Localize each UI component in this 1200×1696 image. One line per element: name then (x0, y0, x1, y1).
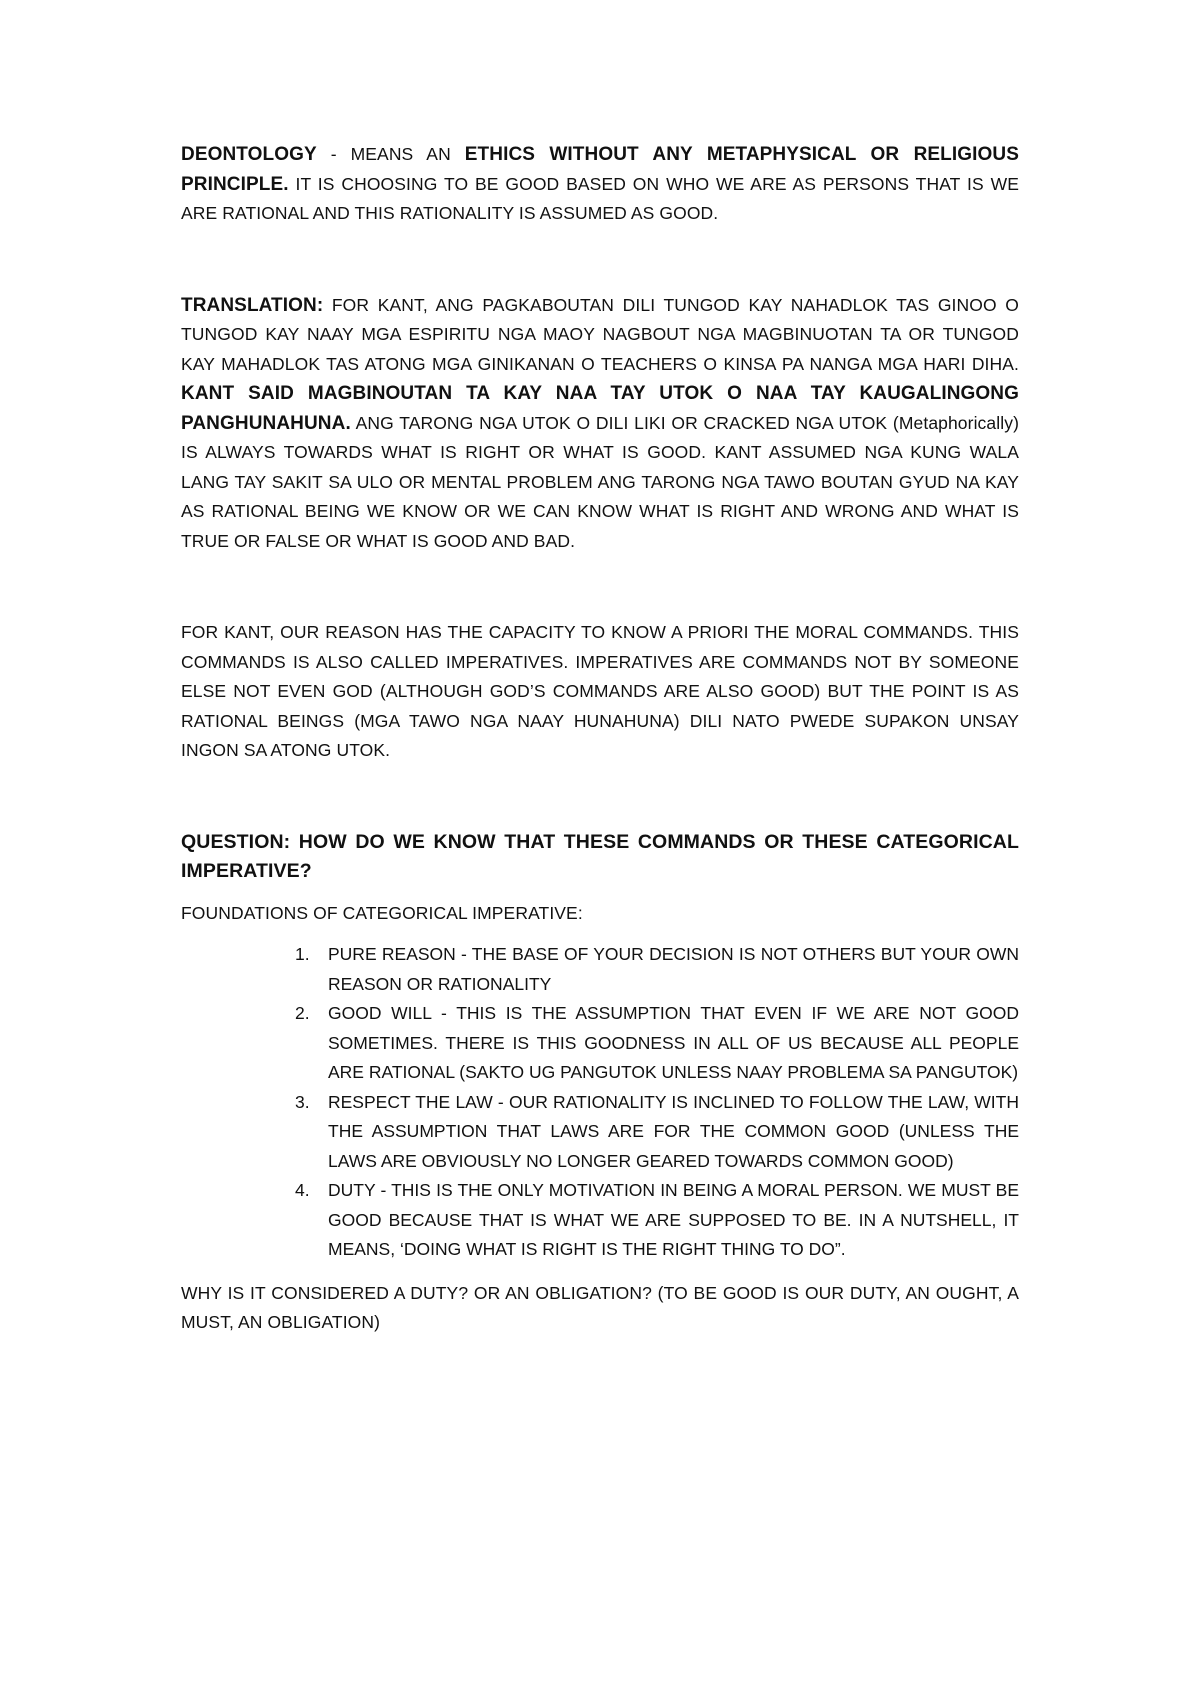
list-item (295, 999, 1019, 1088)
deontology-rest: IT IS CHOOSING TO BE GOOD BASED ON WHO WE ARE AS PERSONS THAT IS WE ARE RATIONAL AND THIS RATIONALITY IS ASSUMED AS GOOD. (181, 173, 1019, 223)
list-text: GOOD WILL - THIS IS THE ASSUMPTION THAT EVEN IF WE ARE NOT GOOD SOMETIMES. THERE IS THIS GOODNESS IN ALL OF US BECAUSE ALL PEOPLE ARE RATIONAL (SAKTO UG PANGUTOK UNLESS NAAY PROBLEMA SA PANGUTOK) (328, 1003, 1019, 1082)
list-item (295, 940, 1019, 999)
list-item (295, 1088, 1019, 1177)
question-heading: QUESTION: HOW DO WE KNOW THAT THESE COMMANDS OR THESE CATEGORICAL IMPERATIVE? (181, 830, 1019, 882)
translation-part2: ANG TARONG NGA UTOK O DILI LIKI OR CRACKED NGA UTOK (Metaphorically) IS ALWAYS TOWARDS WHAT IS RIGHT OR WHAT IS GOOD. KANT ASSUMED NGA KUNG WALA LANG TAY SAKIT SA ULO OR MENTAL PROBLEM ANG TARONG NGA TAWO BOUTAN GYUD NA KAY AS RATIONAL BEING WE KNOW OR WE CAN KNOW WHAT IS RIGHT AND WRONG AND WHAT IS TRUE OR FALSE OR WHAT IS GOOD AND BAD. (181, 412, 1019, 551)
deontology-sep: - MEANS AN (316, 144, 465, 164)
foundations-list (181, 940, 1019, 1265)
translation-bold: KANT SAID MAGBINOUTAN TA KAY NAA TAY UTOK O NAA TAY KAUGALINGONG PANGHUNAHUNA. (181, 383, 1019, 434)
list-number: 4. (295, 1180, 310, 1200)
deontology-term: DEONTOLOGY (181, 144, 317, 165)
list-text: DUTY - THIS IS THE ONLY MOTIVATION IN BEING A MORAL PERSON. WE MUST BE GOOD BECAUSE THAT IS WHAT WE ARE SUPPOSED TO BE. IN A NUTSHELL, IT MEANS, ‘DOING WHAT IS RIGHT IS THE RIGHT THING TO DO”. (328, 1180, 1019, 1259)
translation-label: TRANSLATION: (181, 294, 324, 316)
list-number: 2. (295, 1003, 310, 1023)
list-item (295, 1176, 1019, 1265)
duty-question-paragraph: WHY IS IT CONSIDERED A DUTY? OR AN OBLIGATION? (TO BE GOOD IS OUR DUTY, AN OUGHT, A MUST, AN OBLIGATION) (181, 1282, 1019, 1332)
list-number: 3. (295, 1091, 310, 1112)
list-text: RESPECT THE LAW - OUR RATIONALITY IS INCLINED TO FOLLOW THE LAW, WITH THE ASSUMPTION THAT LAWS ARE FOR THE COMMON GOOD (UNLESS THE LAWS ARE OBVIOUSLY NO LONGER GEARED TOWARDS COMMON GOOD) (328, 1091, 1019, 1171)
document-page (181, 140, 1019, 1338)
foundations-heading: FOUNDATIONS OF CATEGORICAL IMPERATIVE: (181, 902, 583, 923)
list-number: 1. (295, 944, 310, 964)
kant-paragraph: FOR KANT, OUR REASON HAS THE CAPACITY TO KNOW A PRIORI THE MORAL COMMANDS. THIS COMMANDS IS ALSO CALLED IMPERATIVES. IMPERATIVES ARE COMMANDS NOT BY SOMEONE ELSE NOT EVEN GOD (ALTHOUGH GOD’S COMMANDS ARE ALSO GOOD) BUT THE POINT IS AS RATIONAL BEINGS (MGA TAWO NGA NAAY HUNAHUNA) DILI NATO PWEDE SUPAKON UNSAY INGON SA ATONG UTOK. (181, 622, 1019, 760)
list-text: PURE REASON - THE BASE OF YOUR DECISION IS NOT OTHERS BUT YOUR OWN REASON OR RATIONALITY (328, 944, 1019, 994)
deontology-paragraph (181, 140, 1019, 229)
translation-paragraph (181, 291, 1019, 557)
translation-part1: FOR KANT, ANG PAGKABOUTAN DILI TUNGOD KAY NAHADLOK TAS GINOO O TUNGOD KAY NAAY MGA ESPIRITU NGA MAOY NAGBOUT NGA MAGBINUOTAN TA OR TUNGOD KAY MAHADLOK TAS ATONG MGA GINIKANAN O TEACHERS O KINSA PA NANGA MGA HARI DIHA. (181, 294, 1019, 374)
deontology-bold: ETHICS WITHOUT ANY METAPHYSICAL OR RELIGIOUS PRINCIPLE. (181, 144, 1019, 195)
